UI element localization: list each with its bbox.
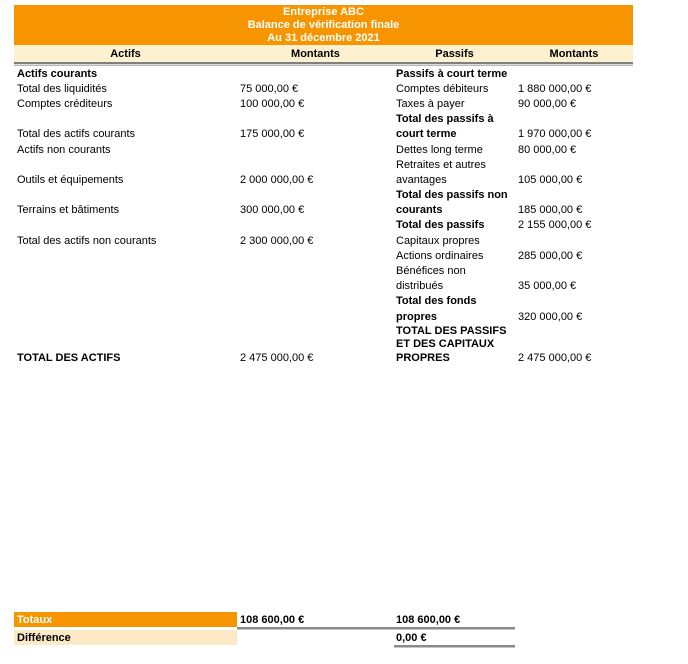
table-row <box>14 294 633 309</box>
passif-amount-cell: 80 000,00 € <box>518 143 577 156</box>
col-header-passifs: Passifs <box>435 47 474 60</box>
passif-amount-cell: 1 970 000,00 € <box>518 128 592 141</box>
totals-amount-actifs: 108 600,00 € <box>240 613 305 626</box>
table-row <box>14 81 633 96</box>
table-row <box>14 233 633 248</box>
empty-cell <box>515 630 633 645</box>
balance-sheet <box>14 5 633 648</box>
table-row <box>14 351 633 364</box>
actif-amount-cell: 2 000 000,00 € <box>240 173 314 186</box>
actif-label-cell: Outils et équipements <box>17 173 124 186</box>
empty-cell <box>515 612 633 627</box>
table-row <box>14 218 633 233</box>
difference-label: Différence <box>14 630 237 645</box>
passif-label-cell: Actions ordinaires <box>396 249 484 262</box>
passif-label-cell: Total des passifs à <box>396 113 494 126</box>
passif-label-cell: court terme <box>396 128 457 141</box>
actif-label-cell: Terrains et bâtiments <box>17 204 120 217</box>
actif-amount-cell: 175 000,00 € <box>240 128 305 141</box>
table-row <box>14 324 633 337</box>
actif-label-cell: Comptes créditeurs <box>17 97 113 110</box>
table-row <box>14 248 633 263</box>
passif-label-cell: Dettes long terme <box>396 143 483 156</box>
passif-label-cell: distribués <box>396 280 444 293</box>
passif-amount-cell: 90 000,00 € <box>518 97 577 110</box>
col-header-actifs: Actifs <box>110 47 141 60</box>
report-name: Balance de vérification finale <box>247 19 400 31</box>
passif-amount-cell: 1 880 000,00 € <box>518 82 592 95</box>
passif-label-cell: propres <box>396 310 437 323</box>
actif-label-cell: Actifs courants <box>17 67 98 80</box>
totals-row <box>14 612 633 627</box>
passif-label-cell: Total des fonds <box>396 295 477 308</box>
table-row <box>14 309 633 324</box>
table-row <box>14 112 633 127</box>
report-title-block <box>14 5 633 45</box>
actif-label-cell: Actifs non courants <box>17 143 111 156</box>
passif-label-cell: avantages <box>396 173 447 186</box>
empty-area <box>14 364 633 612</box>
table-row <box>14 127 633 142</box>
passif-label-cell: Comptes débiteurs <box>396 82 489 95</box>
actif-amount-cell: 100 000,00 € <box>240 97 305 110</box>
passif-amount-cell: 320 000,00 € <box>518 310 583 323</box>
column-header-row <box>14 45 633 62</box>
passif-amount-cell: 185 000,00 € <box>518 204 583 217</box>
passif-label-cell: ET DES CAPITAUX <box>396 338 495 351</box>
actif-label-cell: TOTAL DES ACTIFS <box>17 351 121 364</box>
passif-label-cell: Total des passifs non <box>396 189 508 202</box>
actif-label-cell: Total des actifs courants <box>17 128 136 141</box>
passif-label-cell: Retraites et autres <box>396 158 486 171</box>
difference-row <box>14 630 633 645</box>
actif-amount-cell: 75 000,00 € <box>240 82 299 95</box>
passif-label-cell: courants <box>396 204 443 217</box>
passif-label-cell: Bénéfices non <box>396 265 466 278</box>
passif-amount-cell: 35 000,00 € <box>518 280 577 293</box>
actif-label-cell: Total des liquidités <box>17 82 107 95</box>
company-name: Entreprise ABC <box>283 6 364 18</box>
passif-amount-cell: 285 000,00 € <box>518 249 583 262</box>
empty-cell <box>237 630 394 645</box>
passif-label-cell: Capitaux propres <box>396 234 480 247</box>
actif-amount-cell: 2 300 000,00 € <box>240 234 314 247</box>
table-row <box>14 66 633 81</box>
passif-label-cell: Taxes à payer <box>396 97 465 110</box>
table-row <box>14 338 633 351</box>
passif-label-cell: TOTAL DES PASSIFS <box>396 324 507 337</box>
col-header-montants-passifs: Montants <box>549 47 599 60</box>
passif-label-cell: PROPRES <box>396 351 450 364</box>
actif-amount-cell: 2 475 000,00 € <box>240 351 314 364</box>
balance-table <box>14 66 633 364</box>
difference-amount: 0,00 € <box>396 631 427 644</box>
passif-label-cell: Passifs à court terme <box>396 67 508 80</box>
col-header-montants-actifs: Montants <box>291 47 340 60</box>
passif-amount-cell: 2 475 000,00 € <box>518 351 592 364</box>
table-row <box>14 203 633 218</box>
actif-amount-cell: 300 000,00 € <box>240 204 305 217</box>
table-row <box>14 263 633 278</box>
totals-label: Totaux <box>14 612 237 627</box>
passif-label-cell: Total des passifs <box>396 219 485 232</box>
report-date: Au 31 décembre 2021 <box>267 32 380 44</box>
totals-amount-passifs: 108 600,00 € <box>396 613 461 626</box>
actif-label-cell: Total des actifs non courants <box>17 234 157 247</box>
difference-underline <box>394 645 515 648</box>
passif-amount-cell: 105 000,00 € <box>518 173 583 186</box>
passif-amount-cell: 2 155 000,00 € <box>518 219 592 232</box>
table-row <box>14 142 633 157</box>
table-row <box>14 172 633 187</box>
table-row <box>14 279 633 294</box>
table-row <box>14 157 633 172</box>
table-row <box>14 188 633 203</box>
table-row <box>14 96 633 111</box>
